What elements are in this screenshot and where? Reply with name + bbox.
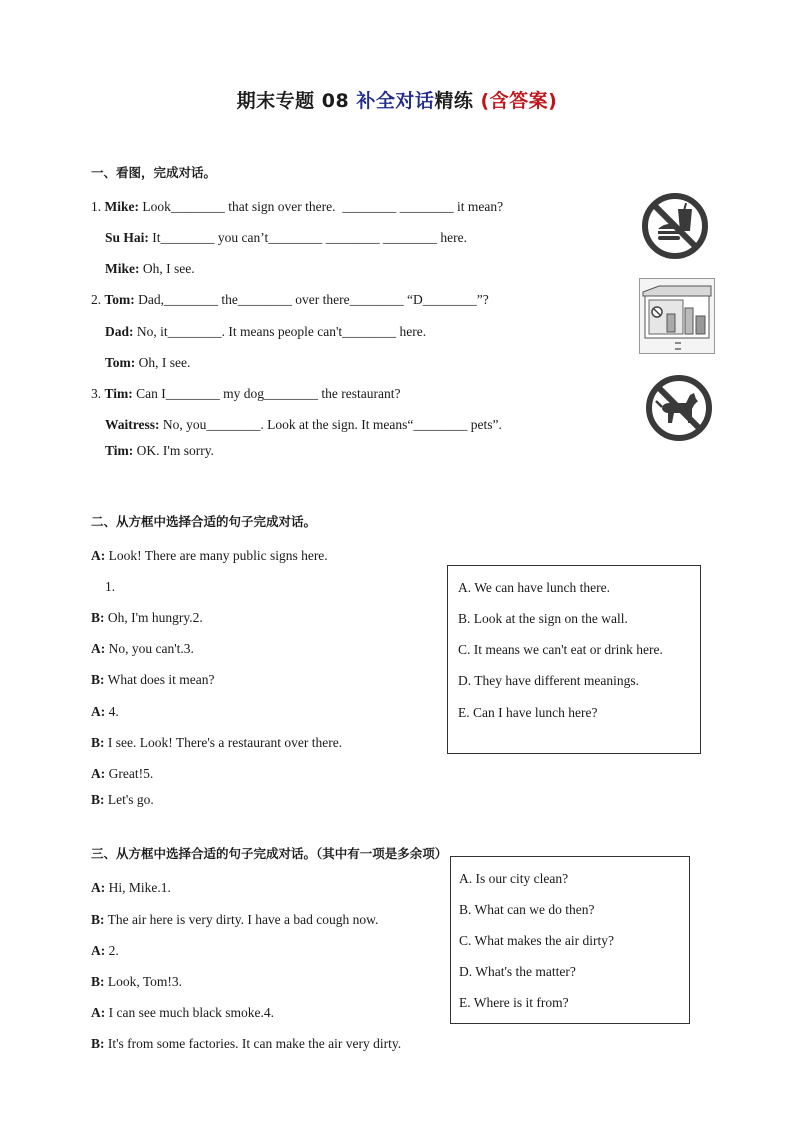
s2-line xyxy=(105,579,115,595)
q3-line-3 xyxy=(105,443,214,459)
s2-line xyxy=(91,792,154,808)
s3-line xyxy=(91,974,182,990)
dialogue-text: Great!5. xyxy=(105,766,154,781)
title-part-4: (含答案) xyxy=(480,90,558,112)
speaker: B: xyxy=(91,735,105,750)
s3-line xyxy=(91,943,119,959)
speaker: Tim: xyxy=(105,443,134,458)
dialogue-text: No, you can't.3. xyxy=(105,641,194,656)
dialogue-text: Look! There are many public signs here. xyxy=(105,548,328,563)
dialogue-text: No, you________. Look at the sign. It means“________ pets”. xyxy=(159,417,502,432)
dialogue-text: Oh, I'm hungry.2. xyxy=(104,610,203,625)
dialogue-text: 2. xyxy=(105,943,119,958)
option-item: E. Can I have lunch here? xyxy=(458,705,598,720)
speaker: A: xyxy=(91,880,106,895)
option-item: A. Is our city clean? xyxy=(459,871,569,886)
dialogue-text: No, it________. It means people can't________ here. xyxy=(133,324,427,339)
speaker: B: xyxy=(91,672,105,687)
dialogue-text: I can see much black smoke.4. xyxy=(105,1005,274,1020)
s2-line xyxy=(91,704,119,720)
speaker: Su Hai: xyxy=(105,230,149,245)
section-2-heading: 二、从方框中选择合适的句子完成对话。 xyxy=(91,514,317,529)
dialogue-text: It________ you can’t________ ________ ________ here. xyxy=(148,230,467,245)
option-item: B. Look at the sign on the wall. xyxy=(458,611,628,626)
dialogue-text: Let's go. xyxy=(104,792,154,807)
q1-line-2 xyxy=(105,230,467,246)
speaker: B: xyxy=(91,974,105,989)
no-food-drink-sign-icon xyxy=(640,191,710,261)
page-title xyxy=(0,86,794,113)
speaker: Dad: xyxy=(105,324,134,339)
q3-line-1 xyxy=(91,386,400,402)
s2-line xyxy=(91,766,153,782)
dialogue-text: 4. xyxy=(105,704,119,719)
speaker: A: xyxy=(91,1005,106,1020)
dialogue-text: 1. xyxy=(105,579,116,594)
dialogue-text: Look, Tom!3. xyxy=(104,974,183,989)
dialogue-text: I see. Look! There's a restaurant over there. xyxy=(104,735,343,750)
speaker: Mike: xyxy=(105,261,140,276)
dialogue-text: Oh, I see. xyxy=(139,261,195,276)
s2-line xyxy=(91,548,328,564)
dialogue-text: It's from some factories. It can make the air very dirty. xyxy=(104,1036,402,1051)
s2-line xyxy=(91,610,203,626)
option-item: C. What makes the air dirty? xyxy=(459,933,614,948)
dialogue-text: Can I________ my dog________ the restaurant? xyxy=(132,386,401,401)
speaker: A: xyxy=(91,766,106,781)
s3-line xyxy=(91,880,171,896)
section-1-heading: 一、看图，完成对话。 xyxy=(91,165,217,180)
option-item: A. We can have lunch there. xyxy=(458,580,610,595)
no-smoking-building-icon xyxy=(639,278,715,354)
speaker: B: xyxy=(91,912,105,927)
title-part-1: 期末专题 08 xyxy=(236,90,357,112)
option-item: C. It means we can't eat or drink here. xyxy=(458,642,663,657)
s2-line xyxy=(91,641,194,657)
s3-line xyxy=(91,1005,274,1021)
dialogue-text: Dad,________ the________ over there________ “D________”? xyxy=(134,292,489,307)
title-part-2: 补全对话 xyxy=(356,90,435,112)
q3-line-2 xyxy=(105,417,502,433)
speaker: A: xyxy=(91,943,106,958)
dialogue-text: What does it mean? xyxy=(104,672,215,687)
q1-line-1 xyxy=(91,199,503,215)
speaker: A: xyxy=(91,548,106,563)
q2-line-1 xyxy=(91,292,489,308)
s3-line xyxy=(91,1036,401,1052)
speaker: A: xyxy=(91,704,106,719)
speaker: A: xyxy=(91,641,106,656)
option-item: D. They have different meanings. xyxy=(458,673,639,688)
option-item: D. What's the matter? xyxy=(459,964,576,979)
speaker: B: xyxy=(91,1036,105,1051)
s2-line xyxy=(91,672,214,688)
speaker: B: xyxy=(91,792,105,807)
q2-line-3 xyxy=(105,355,190,371)
section-3-heading: 三、从方框中选择合适的句子完成对话。（其中有一项是多余项） xyxy=(91,846,448,861)
dialogue-text: Look________ that sign over there. ________ ________ it mean? xyxy=(139,199,504,214)
q2-number: 2. xyxy=(91,292,105,307)
speaker: B: xyxy=(91,610,105,625)
dialogue-text: OK. I'm sorry. xyxy=(133,443,214,458)
speaker: Tom: xyxy=(105,355,136,370)
dialogue-text: Hi, Mike.1. xyxy=(105,880,171,895)
speaker: Tim: xyxy=(104,386,133,401)
options-box-1 xyxy=(447,565,701,754)
q3-number: 3. xyxy=(91,386,105,401)
option-item: E. Where is it from? xyxy=(459,995,569,1010)
no-dogs-sign-icon xyxy=(644,373,714,443)
q1-number: 1. xyxy=(91,199,105,214)
options-box-2 xyxy=(450,856,690,1024)
title-part-3: 精练 xyxy=(434,90,481,112)
option-item: B. What can we do then? xyxy=(459,902,595,917)
q2-line-2 xyxy=(105,324,426,340)
speaker: Waitress: xyxy=(105,417,160,432)
s3-line xyxy=(91,912,378,928)
dialogue-text: Oh, I see. xyxy=(135,355,191,370)
speaker: Mike: xyxy=(104,199,139,214)
dialogue-text: The air here is very dirty. I have a bad cough now. xyxy=(104,912,379,927)
q1-line-3 xyxy=(105,261,195,277)
s2-line xyxy=(91,735,342,751)
speaker: Tom: xyxy=(104,292,135,307)
